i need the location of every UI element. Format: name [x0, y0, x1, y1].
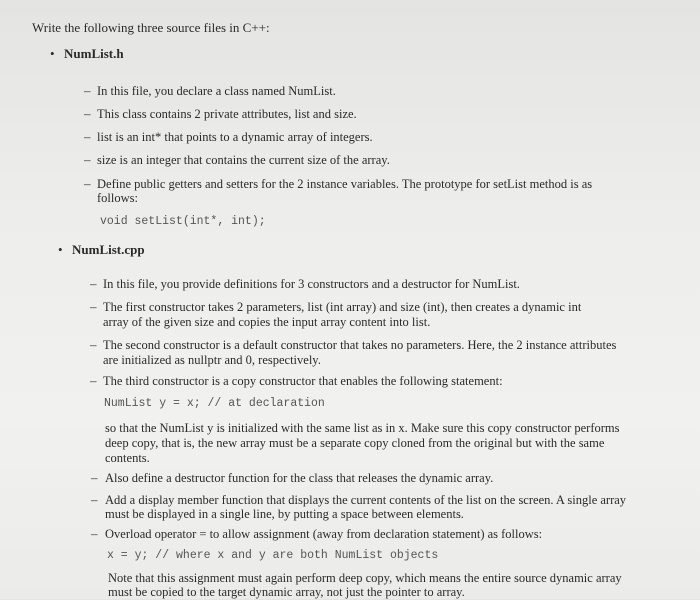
section2-item: The first constructor takes 2 parameters, list (int array) and size (int), then creates a dynamic int [103, 300, 582, 314]
section1-item: Define public getters and setters for the 2 instance variables. The prototype for setList method is as [97, 177, 593, 191]
section2-item: In this file, you provide definitions for 3 constructors and a destructor for NumList. [103, 277, 520, 291]
dash-icon: – [90, 299, 97, 314]
dash-icon: – [91, 526, 98, 541]
section1-item: In this file, you declare a class named NumList. [97, 84, 336, 98]
section2-title: NumList.cpp [72, 242, 145, 257]
dash-icon: – [90, 337, 97, 352]
section2-item: Add a display member function that displays the current contents of the list on the screen. A single array [105, 493, 627, 507]
section2-item: Also define a destructor function for the class that releases the dynamic array. [105, 471, 494, 485]
section1-item: list is an int* that points to a dynamic array of integers. [97, 130, 373, 144]
section2-item: are initialized as nullptr and 0, respectively. [103, 353, 321, 367]
bullet-icon: • [58, 242, 63, 257]
dash-icon: – [90, 373, 97, 388]
dash-icon: – [84, 106, 91, 121]
section1-item: follows: [97, 191, 138, 205]
section2-item: The second constructor is a default constructor that takes no parameters. Here, the 2 instance attributes [103, 338, 617, 352]
section2-item: The third constructor is a copy constructor that enables the following statement: [103, 374, 503, 388]
section1-title: NumList.h [64, 46, 124, 61]
paragraph-line: Note that this assignment must again perform deep copy, which means the entire source dynamic array [108, 571, 622, 585]
code-snippet: NumList y = x; // at declaration [104, 397, 325, 410]
dash-icon: – [84, 83, 91, 98]
intro-text: Write the following three source files in C++: [32, 20, 270, 35]
paragraph-line: contents. [105, 451, 150, 465]
code-snippet: x = y; // where x and y are both NumList objects [107, 549, 439, 562]
bullet-icon: • [50, 46, 55, 61]
section2-item: must be displayed in a single line, by putting a space between elements. [105, 507, 464, 521]
dash-icon: – [84, 129, 91, 144]
section1-item: size is an integer that contains the current size of the array. [97, 153, 390, 167]
dash-icon: – [91, 492, 98, 507]
dash-icon: – [84, 152, 91, 167]
section2-item: Overload operator = to allow assignment (away from declaration statement) as follows: [105, 527, 543, 541]
dash-icon: – [91, 470, 98, 485]
paragraph-line: so that the NumList y is initialized with the same list as in x. Make sure this copy constructor performs [105, 421, 620, 435]
section1-item: This class contains 2 private attributes, list and size. [97, 107, 357, 121]
paragraph-line: must be copied to the target dynamic array, not just the pointer to array. [108, 585, 465, 599]
section2-item: array of the given size and copies the input array content into list. [103, 315, 431, 329]
paragraph-line: deep copy, that is, the new array must be a separate copy cloned from the original but with the same [105, 436, 605, 450]
dash-icon: – [84, 176, 91, 191]
code-snippet: void setList(int*, int); [100, 215, 266, 228]
dash-icon: – [90, 276, 97, 291]
